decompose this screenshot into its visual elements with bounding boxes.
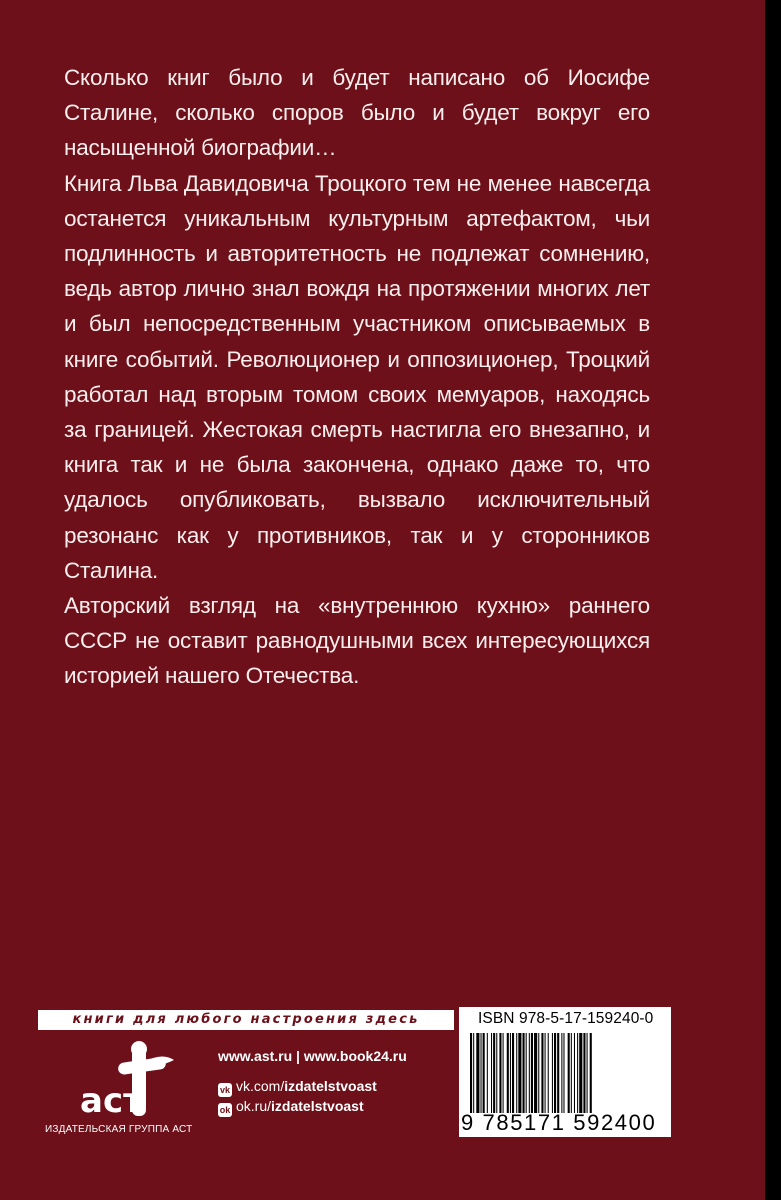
barcode-bar bbox=[496, 1033, 497, 1113]
blurb-text bbox=[64, 60, 650, 694]
spine-edge bbox=[765, 0, 781, 1200]
barcode-bar bbox=[476, 1033, 479, 1113]
barcode-bar bbox=[574, 1033, 575, 1113]
barcode-bar bbox=[512, 1033, 514, 1113]
isbn-digits: 9 785171 592400 bbox=[461, 1110, 657, 1135]
ast-logo bbox=[60, 1040, 190, 1124]
barcode-bar bbox=[499, 1033, 501, 1113]
barcode-bar bbox=[529, 1033, 530, 1113]
blurb-paragraph: Книга Льва Давидовича Троцкого тем не менее навсегда останется уникальным культурным артефактом, чьи подлинность и авторитетность не подлежат сомнению, ведь автор лично знал вождя на протяжении многих лет и был непосредственным участником описываемых в книге событий. Революционер и оппозиционер, Троцкий работал над вторым томом своих мемуаров, находясь за границей. Жестокая смерть настигла его внезапно, и книга так и не была закончена, однако даже то, что удалось опубликовать, вызвало исключительный резонанс как у противников, так и у сторонников Сталина. bbox=[64, 170, 650, 583]
barcode-bar bbox=[579, 1033, 582, 1113]
barcode-bar bbox=[516, 1033, 517, 1113]
barcode-bar bbox=[487, 1033, 488, 1113]
barcode-bar bbox=[557, 1033, 559, 1113]
barcode-bar bbox=[590, 1033, 592, 1113]
barcode-bar bbox=[481, 1033, 482, 1113]
blurb-paragraph: Сколько книг было и будет написано об Иосифе Сталине, сколько споров было и будет вокруг его насыщенной биографии… bbox=[64, 65, 650, 161]
barcode-bar bbox=[473, 1033, 474, 1113]
barcode-bar bbox=[470, 1033, 472, 1113]
vk-handle: izdatelstvoast bbox=[284, 1078, 377, 1094]
ok-prefix: ok.ru/ bbox=[236, 1098, 272, 1114]
isbn-label: ISBN 978-5-17-159240-0 bbox=[478, 1010, 654, 1027]
tagline: книги для любого настроения здесь bbox=[72, 1012, 420, 1027]
ok-handle: izdatelstvoast bbox=[271, 1098, 364, 1114]
barcode-bar bbox=[568, 1033, 570, 1113]
blurb-paragraph: Авторский взгляд на «внутреннюю кухню» раннего СССР не оставит равнодушными всех интересующихся историей нашего Отечества. bbox=[64, 593, 650, 689]
vk-prefix: vk.com/ bbox=[236, 1078, 285, 1094]
vk-link[interactable] bbox=[218, 1078, 377, 1097]
barcode-bar bbox=[571, 1033, 572, 1113]
barcode-bar bbox=[510, 1033, 511, 1113]
barcode-bar bbox=[538, 1033, 539, 1113]
barcode-bar bbox=[554, 1033, 556, 1113]
barcode-bar bbox=[563, 1033, 564, 1113]
barcode-bar bbox=[587, 1033, 588, 1113]
barcode bbox=[470, 1033, 663, 1113]
publisher-name: ИЗДАТЕЛЬСКАЯ ГРУППА АСТ bbox=[45, 1124, 193, 1135]
barcode-bar bbox=[483, 1033, 485, 1113]
odnoklassniki-icon: ok bbox=[219, 1105, 231, 1115]
barcode-bar bbox=[561, 1033, 562, 1113]
barcode-bar bbox=[503, 1033, 504, 1113]
barcode-bar bbox=[552, 1033, 553, 1113]
barcode-bar bbox=[526, 1033, 527, 1113]
logo-text: аст bbox=[80, 1081, 143, 1121]
vk-icon: vk bbox=[219, 1085, 230, 1095]
websites-link[interactable]: www.ast.ru | www.book24.ru bbox=[218, 1048, 407, 1064]
barcode-bar bbox=[583, 1033, 585, 1113]
barcode-bar bbox=[541, 1033, 543, 1113]
barcode-bar bbox=[534, 1033, 537, 1113]
barcode-bar bbox=[531, 1033, 533, 1113]
barcode-bar bbox=[507, 1033, 509, 1113]
barcode-bar bbox=[545, 1033, 546, 1113]
barcode-bar bbox=[577, 1033, 578, 1113]
barcode-bar bbox=[548, 1033, 549, 1113]
barcode-bar bbox=[493, 1033, 495, 1113]
barcode-bar bbox=[518, 1033, 521, 1113]
barcode-bar bbox=[491, 1033, 492, 1113]
barcode-bar bbox=[523, 1033, 525, 1113]
ok-link[interactable] bbox=[218, 1098, 364, 1117]
